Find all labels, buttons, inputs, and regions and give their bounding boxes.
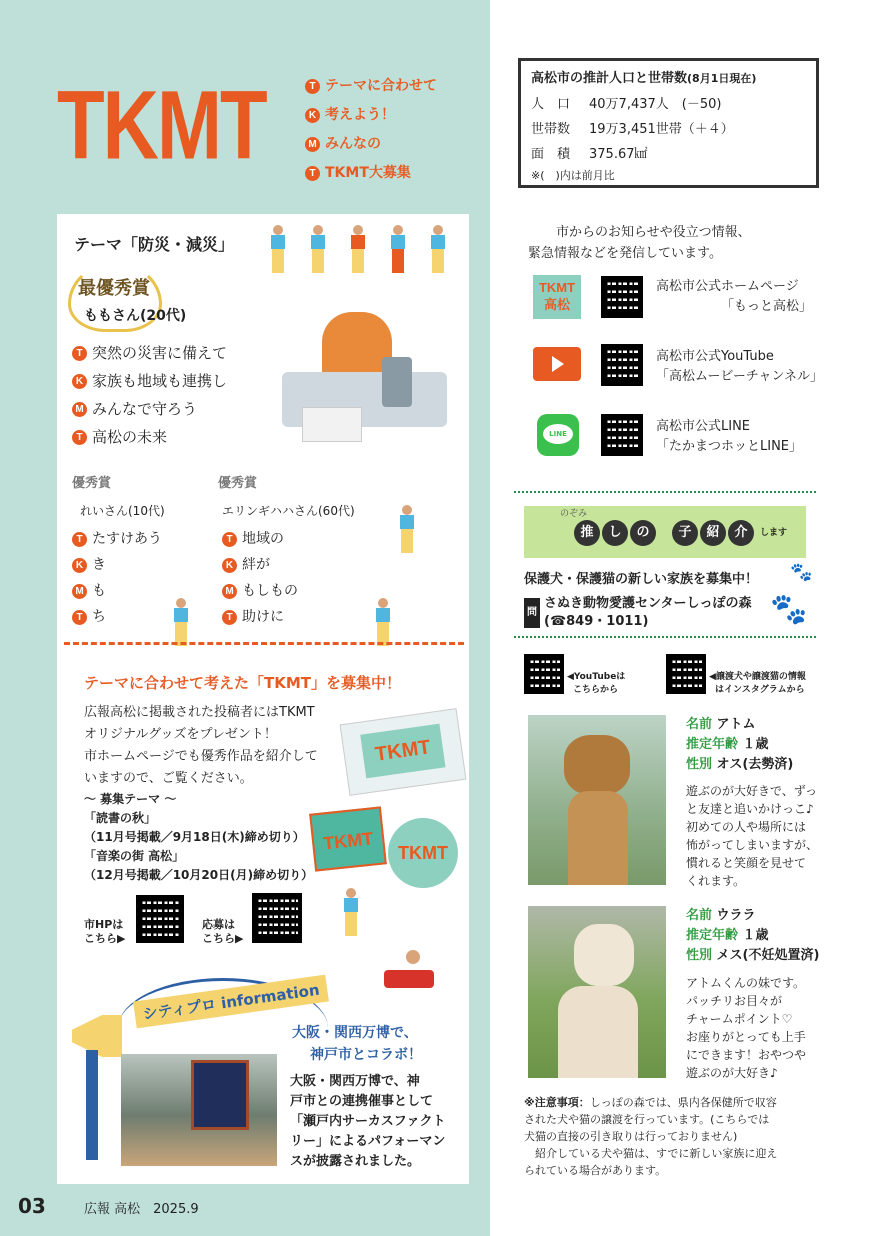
notice-line: 「高松ムービーチャンネル」 bbox=[656, 369, 824, 384]
value: オス(去勢済) bbox=[716, 757, 794, 772]
goods-badge: TKMT bbox=[388, 818, 458, 888]
value: １歳 bbox=[742, 737, 769, 752]
desc-line: 遊ぶのが大好き♪ bbox=[686, 1066, 778, 1080]
population-row bbox=[531, 117, 806, 142]
acrostic-text: TKMT大募集 bbox=[325, 165, 411, 181]
citypro-headline bbox=[292, 1022, 422, 1066]
caution-line: られている場合があります。 bbox=[524, 1164, 667, 1177]
poem-text: ち bbox=[92, 609, 106, 625]
figure-icon bbox=[398, 505, 416, 557]
acrostic-text: みんなの bbox=[325, 136, 381, 152]
figure-icon bbox=[309, 225, 327, 277]
caution-line: 犬猫の直接の引き取りは行っておりません) bbox=[524, 1130, 738, 1143]
recruit-line: オリジナルグッズをプレゼント！ bbox=[84, 727, 277, 742]
dog-age bbox=[686, 735, 793, 755]
recruit-line: いますので、ご覧ください。 bbox=[84, 771, 253, 786]
dog-photo-urara bbox=[528, 906, 666, 1078]
population-key: 面 積 bbox=[531, 147, 571, 162]
population-date: (8月1日現在) bbox=[687, 72, 757, 85]
intro-line: 緊急情報などを発信しています。 bbox=[528, 246, 722, 261]
themes-heading: ～ 募集テーマ ～ bbox=[84, 792, 177, 806]
figure-icon bbox=[269, 225, 287, 277]
desc-line: と友達と追いかけっこ♪ bbox=[686, 802, 814, 816]
population-box bbox=[518, 58, 819, 188]
dog-sex bbox=[686, 755, 793, 775]
poem-line bbox=[72, 554, 162, 580]
contact-line: (☎849・1011) bbox=[544, 614, 649, 629]
acrostic-item bbox=[305, 159, 437, 188]
figure-icon bbox=[429, 225, 447, 277]
dog-desc-atom bbox=[686, 782, 818, 890]
recruit-title: テーマに合わせて考えた「TKMT」を募集中！ bbox=[84, 674, 402, 692]
desc-line: 遊ぶのが大好きで、ずっ bbox=[686, 784, 818, 798]
notice-line-app bbox=[656, 417, 802, 457]
population-value: 375.67㎢ bbox=[589, 147, 648, 162]
poem-text: 突然の災害に備えて bbox=[92, 344, 228, 362]
youtube-icon[interactable] bbox=[533, 347, 581, 381]
population-value: 40万7,437人 (－50) bbox=[589, 97, 722, 112]
theme-title: テーマ「防災・減災」 bbox=[74, 235, 235, 254]
desc-line: くれます。 bbox=[686, 874, 746, 888]
acrostic-mark: T bbox=[305, 79, 320, 94]
desc-line: 慣れると笑顔を見せて bbox=[686, 856, 807, 870]
poem-mark: T bbox=[72, 430, 87, 445]
goods-logo: TKMT bbox=[360, 724, 445, 779]
body-line: スが披露されました。 bbox=[290, 1154, 421, 1169]
citypro-label: シティプロ information bbox=[133, 975, 329, 1029]
poem-line bbox=[72, 370, 227, 398]
value: ウララ bbox=[716, 908, 756, 923]
label: 性別 bbox=[686, 948, 713, 963]
theme-item: （12月号掲載／10月20日(月)締め切り） bbox=[84, 868, 314, 882]
paw-icon: 🐾 bbox=[790, 562, 813, 583]
value: １歳 bbox=[742, 928, 769, 943]
poem-line bbox=[72, 580, 162, 606]
recruit-body bbox=[84, 702, 318, 790]
qr-label-line: ◀譲渡犬や譲渡猫の情報 bbox=[709, 672, 806, 682]
banner-char: 介 bbox=[728, 520, 754, 546]
population-key: 人 口 bbox=[531, 97, 571, 112]
pets-caution bbox=[524, 1094, 777, 1179]
excellent-award-label: 優秀賞 bbox=[218, 476, 258, 491]
acrostic-mark: T bbox=[305, 166, 320, 181]
desc-line: パッチリお目々が bbox=[686, 994, 783, 1008]
theme-item: （11月号掲載／9月18日(木)締め切り） bbox=[84, 830, 305, 844]
line-icon[interactable] bbox=[537, 414, 579, 456]
excellent-poem bbox=[222, 528, 298, 632]
desc-line: アトムくんの妹です。 bbox=[686, 976, 806, 990]
population-row bbox=[531, 142, 806, 167]
label: 推定年齢 bbox=[686, 737, 739, 752]
poem-text: みんなで守ろう bbox=[92, 400, 198, 418]
label: 名前 bbox=[686, 717, 713, 732]
excellent-award-label: 優秀賞 bbox=[72, 476, 112, 491]
acrostic-item bbox=[305, 130, 437, 159]
headline-line: 大阪・関西万博で、 bbox=[292, 1025, 418, 1041]
acrostic-text: テーマに合わせて bbox=[325, 78, 437, 94]
caution-line: しっぽの森では、県内各保健所で収容 bbox=[589, 1096, 777, 1109]
figure-icon bbox=[389, 225, 407, 277]
population-title-text: 高松市の推計人口と世帯数 bbox=[531, 71, 688, 86]
qr-label-line: 市HPは bbox=[84, 918, 124, 931]
dog-sex bbox=[686, 946, 819, 966]
page-number: 03 bbox=[18, 1194, 46, 1218]
population-title bbox=[531, 67, 806, 86]
value: メス(不妊処置済) bbox=[716, 948, 820, 963]
contact-line: さぬき動物愛護センターしっぽの森 bbox=[544, 596, 752, 611]
banner-char: の bbox=[630, 520, 656, 546]
poem-mark: T bbox=[72, 610, 87, 625]
desc-line: にできます！おやつや bbox=[686, 1048, 807, 1062]
poem-mark: T bbox=[72, 532, 87, 547]
pets-subtitle: 保護犬・保護猫の新しい家族を募集中！ bbox=[524, 572, 759, 587]
banner-small: のぞみ bbox=[560, 509, 588, 519]
qr-label-line: こちら▶ bbox=[202, 932, 244, 945]
pets-banner bbox=[524, 506, 806, 558]
figure-icon bbox=[384, 950, 442, 1002]
dog-info-atom bbox=[686, 715, 793, 775]
poem-line bbox=[72, 426, 227, 454]
desc-line: 怖がってしまいますが、 bbox=[686, 838, 819, 852]
poem-mark: T bbox=[222, 532, 237, 547]
value: アトム bbox=[716, 717, 756, 732]
qr-label-apply bbox=[202, 918, 243, 946]
body-line: 大阪・関西万博で、神 bbox=[290, 1074, 420, 1089]
body-line: リー」によるパフォーマン bbox=[290, 1134, 446, 1149]
poem-mark: K bbox=[222, 558, 237, 573]
poem-line bbox=[72, 528, 162, 554]
poem-mark: T bbox=[72, 346, 87, 361]
recruit-line: 市ホームページでも優秀作品を紹介して bbox=[84, 749, 318, 764]
contact-mark: 問 bbox=[524, 598, 540, 628]
qr-label-line: こちら▶ bbox=[84, 932, 126, 945]
poem-mark: M bbox=[72, 402, 87, 417]
qr-label-hp bbox=[84, 918, 125, 946]
notice-youtube bbox=[656, 347, 823, 387]
goods-sticker: TKMT bbox=[309, 806, 387, 871]
banner-char: 子 bbox=[672, 520, 698, 546]
qr-code-line[interactable] bbox=[601, 414, 643, 456]
desc-line: チャームポイント♡ bbox=[686, 1012, 793, 1026]
acrostic-item bbox=[305, 72, 437, 101]
notice-line: 「たかまつホッとLINE」 bbox=[656, 439, 803, 454]
figure-icon bbox=[349, 225, 367, 277]
notice-line: 高松市公式YouTube bbox=[656, 349, 774, 364]
population-rows bbox=[531, 92, 806, 167]
population-row bbox=[531, 92, 806, 117]
dog-photo-atom bbox=[528, 715, 666, 885]
pets-contact bbox=[544, 595, 751, 631]
dog-info-urara bbox=[686, 906, 819, 966]
notice-line: 高松市公式ホームページ bbox=[656, 279, 799, 294]
poem-text: 地域の bbox=[242, 531, 284, 547]
qr-code-instagram[interactable] bbox=[666, 654, 706, 694]
intro-line: 市からのお知らせや役立つ情報、 bbox=[556, 225, 751, 240]
poem-line bbox=[72, 606, 162, 632]
acrostic-list bbox=[305, 72, 437, 188]
population-value: 19万3,451世帯（＋４） bbox=[589, 122, 734, 137]
poem-line bbox=[222, 580, 298, 606]
film-strip-decoration bbox=[86, 1050, 98, 1160]
desc-line: お座りがとっても上手 bbox=[686, 1030, 806, 1044]
caution-line: された犬や猫の譲渡を行っています。(こちらでは bbox=[524, 1113, 770, 1126]
label: 推定年齢 bbox=[686, 928, 739, 943]
poem-text: もしもの bbox=[242, 583, 298, 599]
desc-line: 初めての人や場所には bbox=[686, 820, 807, 834]
poem-mark: T bbox=[222, 610, 237, 625]
pets-bottom-border bbox=[514, 636, 816, 638]
acrostic-mark: K bbox=[305, 108, 320, 123]
poem-line bbox=[222, 554, 298, 580]
expo-performance-photo bbox=[121, 1054, 277, 1166]
label: 性別 bbox=[686, 757, 713, 772]
excellent-poem bbox=[72, 528, 162, 632]
banner-char: 推 bbox=[574, 520, 600, 546]
qr-code-homepage[interactable] bbox=[601, 276, 643, 318]
qr-code-apply[interactable] bbox=[252, 893, 302, 943]
acrostic-text: 考えよう！ bbox=[325, 107, 395, 123]
poem-line bbox=[72, 398, 227, 426]
population-key: 世帯数 bbox=[531, 122, 571, 137]
qr-label-line: 応募は bbox=[202, 918, 235, 931]
theme-item: 「読書の秋」 bbox=[84, 811, 157, 825]
qr-label-youtube bbox=[567, 671, 625, 697]
body-line: 「瀬戸内サーカスファクト bbox=[290, 1114, 446, 1129]
headline-line: 神戸市とコラボ！ bbox=[310, 1047, 422, 1063]
caution-label: ※注意事項： bbox=[524, 1096, 590, 1109]
theme-item: 「音楽の街 高松」 bbox=[84, 849, 185, 863]
notices-intro bbox=[528, 222, 751, 264]
dog-desc-urara bbox=[686, 974, 806, 1082]
qr-label-line: はインスタグラムから bbox=[715, 685, 805, 695]
best-award-author: ももさん(20代) bbox=[84, 308, 187, 324]
qr-code-hp[interactable] bbox=[136, 895, 184, 943]
qr-label-instagram bbox=[709, 671, 806, 697]
dog-age bbox=[686, 926, 819, 946]
poem-text: 助けに bbox=[242, 609, 284, 625]
banner-char: し bbox=[602, 520, 628, 546]
acrostic-mark: M bbox=[305, 137, 320, 152]
paw-icon: 🐾 bbox=[770, 592, 808, 627]
qr-code-youtube-pets[interactable] bbox=[524, 654, 564, 694]
poem-line bbox=[222, 528, 298, 554]
label: 名前 bbox=[686, 908, 713, 923]
notice-line: 「もっと高松」 bbox=[721, 299, 813, 314]
tkmt-logo: TKMT bbox=[57, 69, 266, 180]
exercise-figures bbox=[258, 225, 458, 279]
poem-line bbox=[72, 342, 227, 370]
poem-text: 家族も地域も連携し bbox=[92, 372, 228, 390]
dog-name bbox=[686, 715, 793, 735]
poem-text: も bbox=[92, 583, 106, 599]
line-icon-text: LINE bbox=[543, 424, 573, 444]
citypro-body bbox=[290, 1072, 445, 1172]
banner-char: 紹 bbox=[700, 520, 726, 546]
poem-line bbox=[222, 606, 298, 632]
acrostic-item bbox=[305, 101, 437, 130]
poem-text: 高松の未来 bbox=[92, 428, 168, 446]
poem-mark: M bbox=[222, 584, 237, 599]
best-award-label: 最優秀賞 bbox=[78, 278, 150, 299]
qr-code-youtube[interactable] bbox=[601, 344, 643, 386]
section-divider bbox=[64, 642, 464, 645]
poem-mark: M bbox=[72, 584, 87, 599]
emergency-kit-image bbox=[282, 312, 452, 447]
dog-name bbox=[686, 906, 819, 926]
recruit-themes bbox=[84, 790, 313, 885]
figure-icon bbox=[342, 888, 360, 940]
banner-suffix: します bbox=[760, 528, 788, 538]
poem-text: 絆が bbox=[242, 557, 270, 573]
takamatsu-logo-icon[interactable]: TKMT 高松 bbox=[533, 275, 581, 319]
poem-mark: K bbox=[72, 558, 87, 573]
excellent-author: れいさん(10代) bbox=[80, 504, 165, 518]
qr-label-line: こちらから bbox=[573, 685, 619, 695]
poem-text: たすけあう bbox=[92, 531, 162, 547]
excellent-author: エリンギハハさん(60代) bbox=[222, 504, 355, 518]
caution-line: 紹介している犬や猫は、すでに新しい家族に迎え bbox=[524, 1147, 778, 1160]
population-note: ※( )内は前月比 bbox=[531, 169, 615, 182]
poem-text: き bbox=[92, 557, 106, 573]
poem-mark: K bbox=[72, 374, 87, 389]
publication-info: 広報 高松 2025.9 bbox=[84, 1202, 199, 1217]
pets-top-border bbox=[514, 491, 816, 493]
body-line: 戸市との連携催事として bbox=[290, 1094, 434, 1109]
notice-homepage bbox=[656, 277, 812, 317]
best-poem bbox=[72, 342, 227, 454]
notice-line: 高松市公式LINE bbox=[656, 419, 751, 434]
qr-label-line: ◀YouTubeは bbox=[567, 672, 626, 682]
recruit-line: 広報高松に掲載された投稿者にはTKMT bbox=[84, 705, 315, 720]
